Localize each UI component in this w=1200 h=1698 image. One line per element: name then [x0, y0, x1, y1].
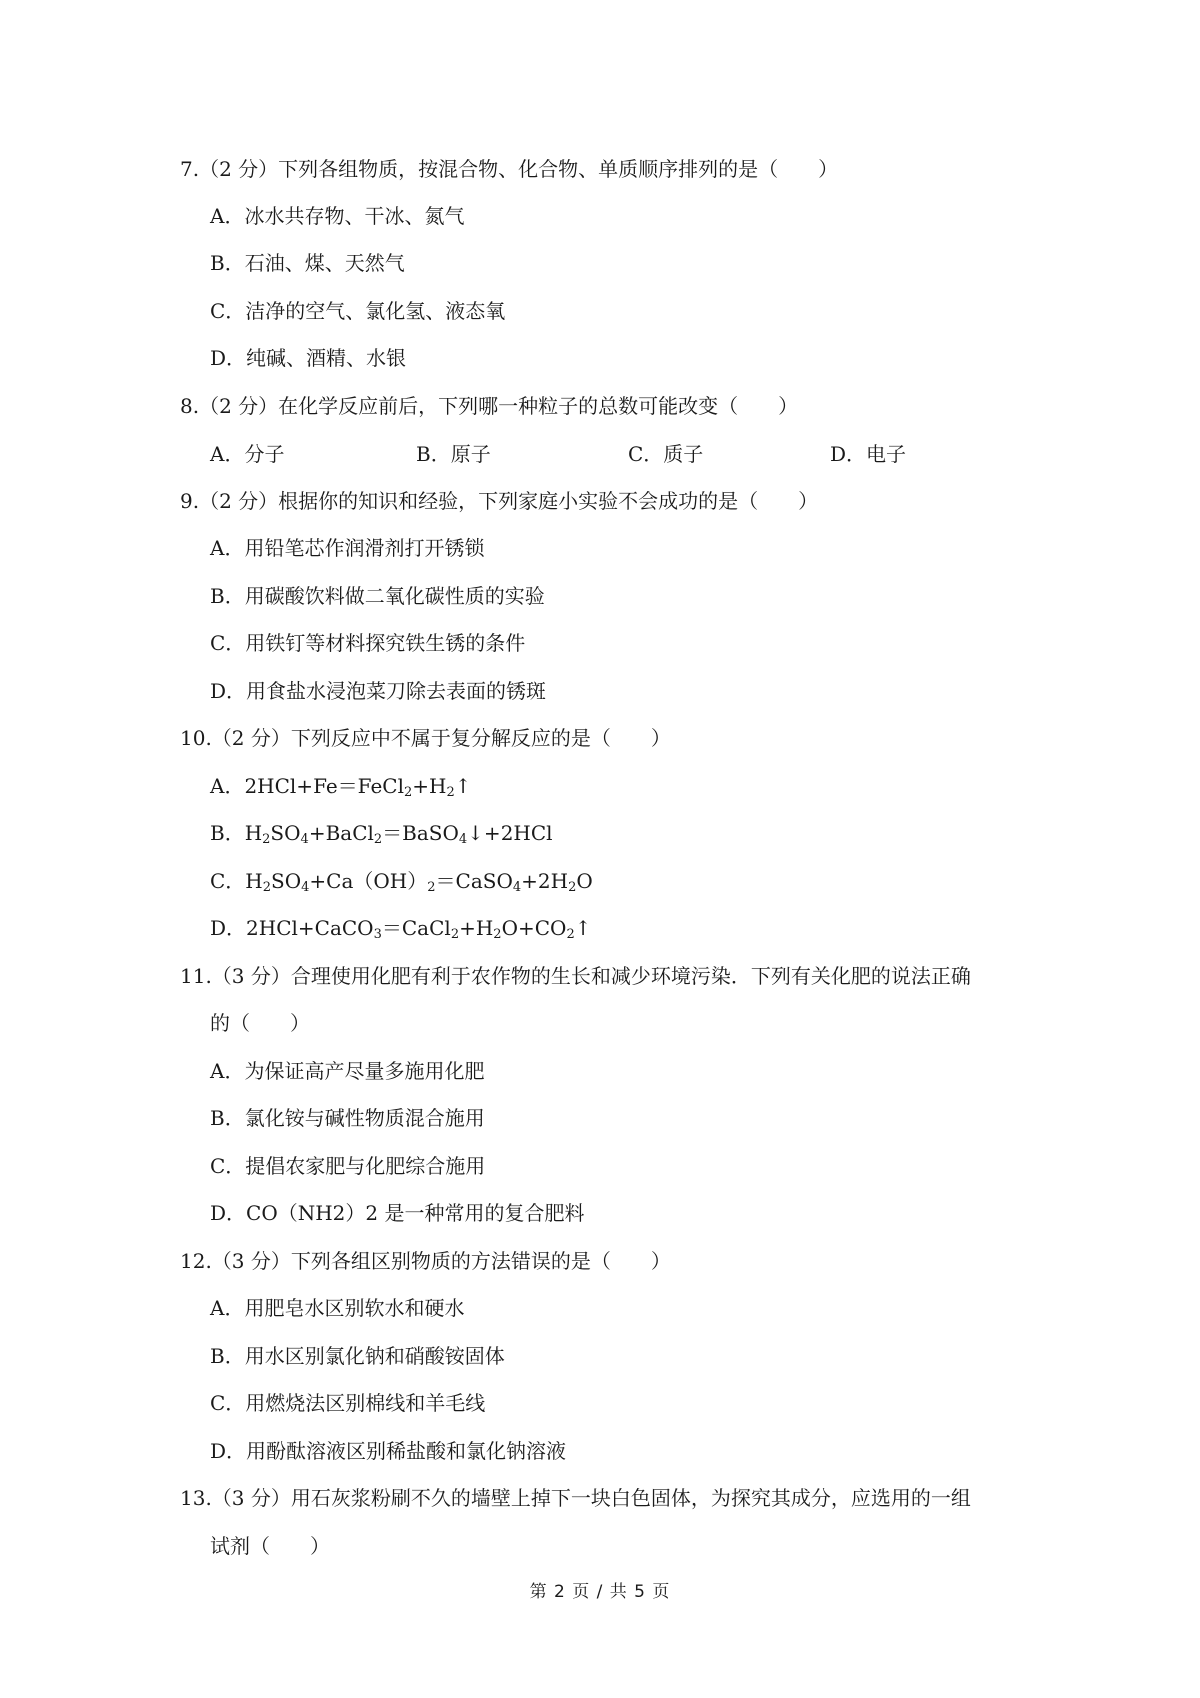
question-12-option-b: B．用水区别氯化钠和硝酸铵固体: [210, 1344, 505, 1368]
question-7-option-d: D．纯碱、酒精、水银: [210, 346, 407, 370]
question-9-option-c: C．用铁钉等材料探究铁生锈的条件: [210, 631, 526, 655]
question-8-option-d: D．电子: [830, 442, 907, 466]
question-9-option-b: B．用碳酸饮料做二氧化碳性质的实验: [210, 584, 545, 608]
question-11-option-b: B．氯化铵与碱性物质混合施用: [210, 1106, 485, 1130]
question-10-option-d: D．$2HCl+CaCO_3=CaCl_2+H_2O+CO_2↑$: [210, 916, 592, 942]
question-11-stem-continued: 的（ ）: [210, 1011, 310, 1035]
question-7-option-a: A．冰水共存物、干冰、氮气: [210, 204, 465, 228]
question-13-stem-continued: 试剂（ ）: [210, 1534, 330, 1558]
question-11-option-a: A．为保证高产尽量多施用化肥: [210, 1059, 485, 1083]
question-8-option-a: A．分子: [210, 442, 285, 466]
question-9-option-a: A．用铅笔芯作润滑剂打开锈锁: [210, 536, 485, 560]
question-7-option-c: C．洁净的空气、氯化氢、液态氧: [210, 299, 506, 323]
question-10-option-b: B．$H_2SO_4+BaCl_2=BaSO_4↓+2HCl$: [210, 821, 553, 847]
question-13-stem: 13.（3 分）用石灰浆粉刷不久的墙壁上掉下一块白色固体，为探究其成分，应选用的一组: [180, 1486, 971, 1510]
question-11-stem: 11.（3 分）合理使用化肥有利于农作物的生长和减少环境污染．下列有关化肥的说法正确: [180, 964, 971, 988]
question-11-option-d: D．CO（NH2）2 是一种常用的复合肥料: [210, 1201, 585, 1225]
question-8-stem: 8.（2 分）在化学反应前后，下列哪一种粒子的总数可能改变（ ）: [180, 394, 799, 418]
question-10-stem: 10.（2 分）下列反应中不属于复分解反应的是（ ）: [180, 726, 671, 750]
question-8-option-c: C．质子: [628, 442, 704, 466]
question-10-option-a: A．$2HCl+Fe=FeCl_2+H_2↑$: [210, 774, 472, 800]
question-9-stem: 9.（2 分）根据你的知识和经验，下列家庭小实验不会成功的是（ ）: [180, 489, 819, 513]
question-7-stem: 7.（2 分）下列各组物质，按混合物、化合物、单质顺序排列的是（ ）: [180, 157, 839, 181]
question-12-stem: 12.（3 分）下列各组区别物质的方法错误的是（ ）: [180, 1249, 671, 1273]
question-9-option-d: D．用食盐水浸泡菜刀除去表面的锈斑: [210, 679, 547, 703]
question-10-option-c: C．$H_2SO_4+Ca(OH)_2=CaSO_4+2H_2O$: [210, 869, 593, 895]
question-12-option-a: A．用肥皂水区别软水和硬水: [210, 1296, 465, 1320]
question-12-option-d: D．用酚酞溶液区别稀盐酸和氯化钠溶液: [210, 1439, 567, 1463]
question-12-option-c: C．用燃烧法区别棉线和羊毛线: [210, 1391, 486, 1415]
page-footer: 第 2 页 / 共 5 页: [529, 1582, 671, 1602]
question-8-option-b: B．原子: [416, 442, 491, 466]
question-7-option-b: B．石油、煤、天然气: [210, 251, 405, 275]
question-11-option-c: C．提倡农家肥与化肥综合施用: [210, 1154, 486, 1178]
